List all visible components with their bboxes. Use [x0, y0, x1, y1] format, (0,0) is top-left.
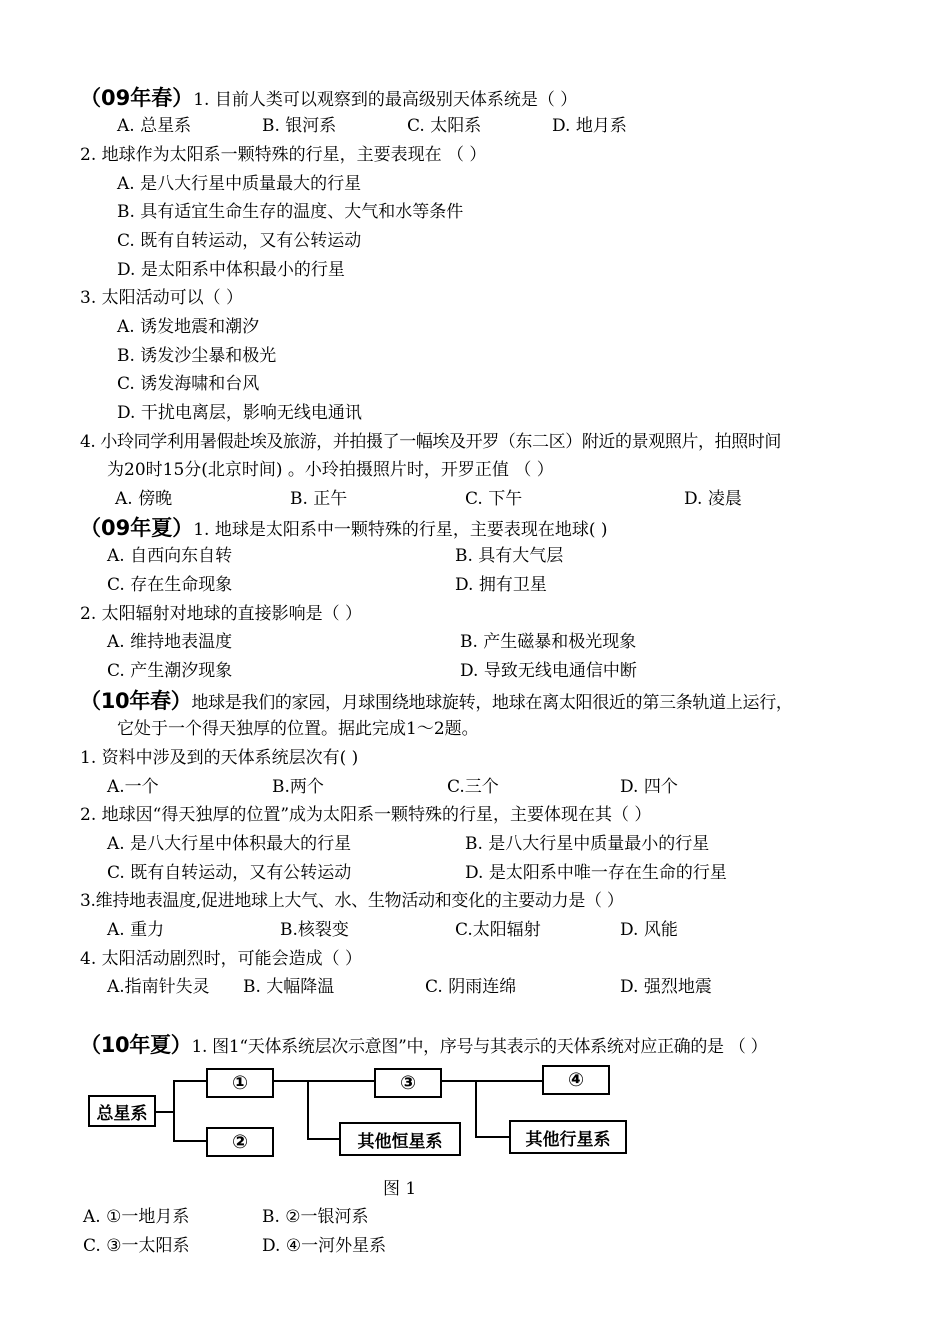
section-tag-10-summer: （10年夏）: [80, 1033, 192, 1057]
option: C. 既有自转运动，又有公转运动: [117, 231, 362, 251]
connector: [475, 1136, 510, 1138]
option: B.两个: [272, 777, 324, 797]
question-text: 1. 资料中涉及到的天体系统层次有( ): [80, 748, 359, 768]
option: B. 正午: [290, 489, 348, 509]
section-10-spring-intro: [80, 690, 793, 714]
connector: [441, 1080, 543, 1082]
option: B.核裂变: [280, 920, 349, 940]
option: D. 拥有卫星: [455, 575, 547, 595]
section-tag-09-summer: （09年夏）: [80, 516, 194, 540]
option: D. 是太阳系中体积最小的行星: [117, 260, 345, 280]
diagram-node-3: ③: [374, 1068, 442, 1098]
option: D. 四个: [620, 777, 678, 797]
option: D. 干扰电离层，影响无线电通讯: [117, 403, 362, 423]
section-tag-09-spring: （09年春）: [80, 86, 194, 110]
option: A. ①一地月系: [83, 1207, 190, 1227]
diagram-node-other-stars: 其他恒星系: [339, 1122, 461, 1156]
option: B. ②一银河系: [262, 1207, 369, 1227]
option: D. 强烈地震: [620, 977, 712, 997]
question-text: 1. 图1“天体系统层次示意图”中，序号与其表示的天体系统对应正确的是 （ ）: [191, 1037, 768, 1057]
option: B. 大幅降温: [243, 977, 335, 997]
connector: [307, 1080, 309, 1140]
section-tag-10-spring: （10年春）: [80, 689, 192, 713]
section-09-summer-q1: [80, 517, 608, 541]
diagram-node-other-planets: 其他行星系: [509, 1120, 627, 1154]
question-text: 4. 小玲同学利用暑假赴埃及旅游，并拍摄了一幅埃及开罗（东二区）附近的景观照片，拍照时间: [80, 432, 782, 452]
question-text: 2. 太阳辐射对地球的直接影响是（ ）: [80, 604, 363, 624]
question-text: 为20时15分(北京时间) 。小玲拍摄照片时，开罗正值 （ ）: [107, 460, 554, 480]
option: C. 诱发海啸和台风: [117, 374, 260, 394]
question-text: 4. 太阳活动剧烈时，可能会造成（ ）: [80, 949, 363, 969]
option: C. 既有自转运动，又有公转运动: [107, 863, 352, 883]
option: D. 凌晨: [684, 489, 742, 509]
option: C. 下午: [465, 489, 523, 509]
option: A. 是八大行星中体积最大的行星: [107, 834, 352, 854]
figure-caption: 图 1: [383, 1179, 417, 1199]
option: A. 总星系: [117, 116, 192, 136]
option: D. 导致无线电通信中断: [460, 661, 637, 681]
option: A.一个: [107, 777, 159, 797]
question-text: 2. 地球因“得天独厚的位置”成为太阳系一颗特殊的行星，主要体现在其（ ）: [80, 805, 652, 825]
intro-text: 地球是我们的家园，月球围绕地球旋转，地球在离太阳很近的第三条轨道上运行，: [191, 693, 793, 713]
option: C. 阴雨连绵: [425, 977, 517, 997]
option: C. 产生潮汐现象: [107, 661, 233, 681]
option: C. ③一太阳系: [83, 1236, 190, 1256]
option: C. 存在生命现象: [107, 575, 233, 595]
question-text: 3.维持地表温度,促进地球上大气、水、生物活动和变化的主要动力是（ ）: [80, 891, 624, 911]
option: C.太阳辐射: [455, 920, 541, 940]
option: A. 是八大行星中质量最大的行星: [117, 174, 362, 194]
option: A.指南针失灵: [107, 977, 210, 997]
question-text: 1. 地球是太阳系中一颗特殊的行星，主要表现在地球( ): [193, 520, 608, 540]
option: D. ④一河外星系: [262, 1236, 387, 1256]
diagram-node-root: 总星系: [88, 1095, 156, 1127]
connector: [475, 1080, 477, 1138]
diagram-node-2: ②: [206, 1127, 274, 1157]
question-text: 2. 地球作为太阳系一颗特殊的行星，主要表现在 （ ）: [80, 145, 487, 165]
diagram-node-1: ①: [206, 1068, 274, 1098]
option: A. 重力: [107, 920, 165, 940]
option: B. 产生磁暴和极光现象: [460, 632, 637, 652]
option: B. 具有适宜生命生存的温度、大气和水等条件: [117, 202, 464, 222]
option: C.三个: [447, 777, 499, 797]
section-10-summer-q1: [80, 1034, 767, 1058]
option: B. 银河系: [262, 116, 337, 136]
connector: [173, 1080, 175, 1142]
option: A. 维持地表温度: [107, 632, 233, 652]
question-text: 1. 目前人类可以观察到的最高级别天体系统是（ ）: [193, 90, 578, 110]
connector: [273, 1080, 375, 1082]
connector: [173, 1080, 207, 1082]
option: D. 地月系: [552, 116, 627, 136]
option: B. 是八大行星中质量最小的行星: [465, 834, 710, 854]
option: B. 具有大气层: [455, 546, 564, 566]
option: C. 太阳系: [407, 116, 482, 136]
connector: [173, 1140, 207, 1142]
connector: [307, 1138, 340, 1140]
option: A. 自西向东自转: [107, 546, 233, 566]
diagram-node-4: ④: [542, 1065, 610, 1095]
option: D. 是太阳系中唯一存在生命的行星: [465, 863, 727, 883]
section-09-spring-q1: [80, 87, 577, 111]
question-text: 3. 太阳活动可以（ ）: [80, 288, 244, 308]
option: A. 傍晚: [115, 489, 173, 509]
option: A. 诱发地震和潮汐: [117, 317, 260, 337]
option: D. 风能: [620, 920, 678, 940]
connector: [155, 1111, 173, 1113]
intro-text: 它处于一个得天独厚的位置。据此完成1～2题。: [117, 719, 479, 739]
option: B. 诱发沙尘暴和极光: [117, 346, 277, 366]
